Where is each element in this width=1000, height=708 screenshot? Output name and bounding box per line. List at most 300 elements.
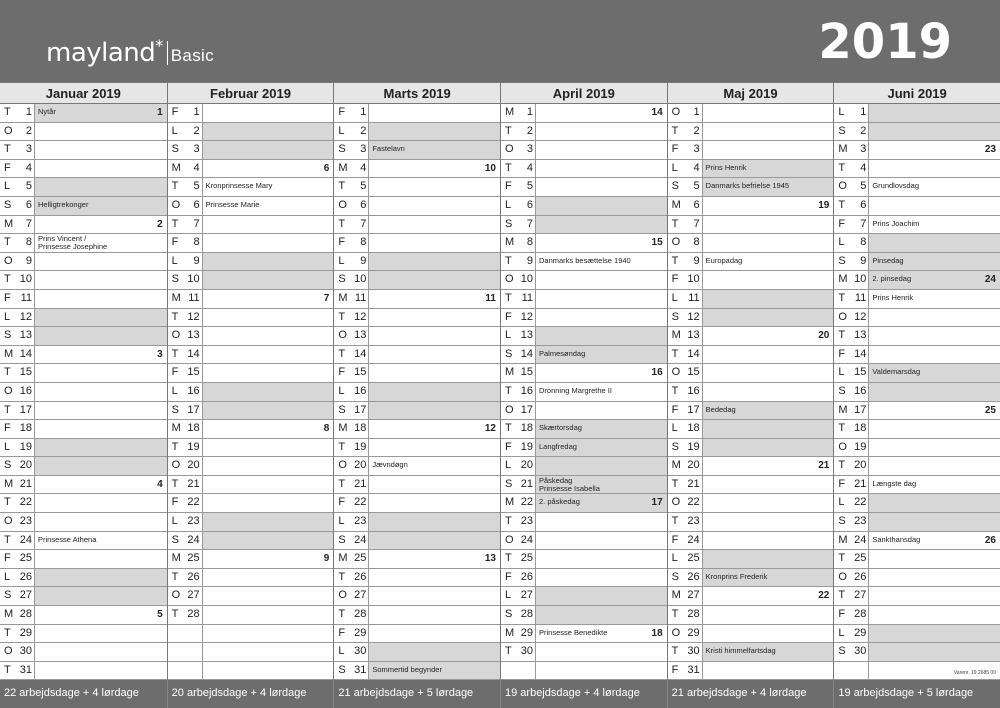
month-title: Januar 2019 [0,82,167,104]
day-note-cell [34,625,167,643]
day-number: 14 [520,347,533,360]
day-note-cell [868,494,1000,512]
weekday-letter: M [505,626,515,639]
day-number: 12 [854,310,867,323]
day-row [0,439,167,458]
day-note-cell [368,309,500,327]
weekday-letter: L [171,384,178,397]
day-number: 5 [693,180,700,193]
weekday-letter: O [338,329,347,342]
day-number: 20 [187,459,200,472]
day-row [668,643,834,662]
day-row [168,587,334,606]
day-row [501,420,667,439]
day-row [668,550,834,569]
day-note-cell [868,234,1000,252]
day-note-cell [702,271,834,289]
day-row [668,494,834,513]
month-workday-summary: 20 arbejdsdage + 4 lørdage [167,680,334,708]
day-note-cell [202,569,334,587]
month-column [500,82,667,680]
day-note-cell [702,178,834,196]
day-number: 11 [854,291,867,304]
header-bar [0,0,1000,82]
day-row [668,271,834,290]
day-note-cell [868,606,1000,624]
day-row [668,327,834,346]
event-label: Prins Henrik [705,162,747,172]
day-number: 4 [693,161,700,174]
day-number: 22 [854,496,867,509]
day-number: 6 [360,198,367,211]
weekday-letter: L [338,645,345,658]
day-number: 16 [354,384,367,397]
day-row [0,662,167,681]
day-row [501,643,667,662]
day-row [668,141,834,160]
day-row [0,643,167,662]
day-note-cell [202,141,334,159]
day-note-cell [34,141,167,159]
day-number: 3 [360,143,367,156]
week-number: 15 [651,237,663,249]
day-row [501,364,667,383]
day-row [668,178,834,197]
day-number: 25 [354,552,367,565]
day-note-cell [34,532,167,550]
day-note-cell [202,104,334,122]
day-note-cell [535,141,667,159]
weekday-letter: O [671,106,681,118]
weekday-letter: T [171,440,179,453]
weekday-letter: L [671,552,678,565]
day-row [0,457,167,476]
day-number: 21 [520,477,533,490]
day-row [834,420,1000,439]
day-note-cell [535,402,667,420]
day-row [834,160,1000,179]
day-number: 16 [854,384,867,397]
day-note-cell [34,457,167,475]
day-row [168,643,334,662]
day-note-cell [535,346,667,364]
weekday-letter: S [338,533,346,546]
day-number: 18 [187,422,200,435]
day-row [668,160,834,179]
event-label: Fastelavn [372,144,405,154]
day-number: 3 [693,143,700,156]
event-label: Palmesøndag [539,348,586,358]
day-note-cell [34,327,167,345]
day-number: 10 [354,273,367,286]
day-row [834,327,1000,346]
day-number: 14 [354,347,367,360]
day-number: 12 [19,310,32,323]
day-row [168,309,334,328]
day-number: 20 [19,459,32,472]
month-workday-summary: 21 arbejdsdage + 5 lørdage [333,680,500,708]
day-number: 30 [354,645,367,658]
day-number: 25 [854,552,867,565]
event-label: Valdemarsdag [872,367,921,377]
day-number: 17 [687,403,700,416]
day-number: 21 [19,477,32,490]
day-number: 2 [860,124,867,137]
day-note-cell [368,476,500,494]
day-note-cell [702,346,834,364]
weekday-letter: F [4,422,11,435]
day-row [334,383,500,402]
day-row [334,197,500,216]
weekday-letter: M [338,291,348,304]
day-number: 26 [520,570,533,583]
day-row [668,662,834,681]
weekday-letter: L [171,124,178,137]
day-note-cell [535,216,667,234]
weekday-letter: T [4,403,11,416]
day-row [834,550,1000,569]
weekday-letter: L [505,589,512,602]
weekday-letter: M [505,236,515,249]
day-number: 26 [19,570,32,583]
day-note-cell [535,606,667,624]
day-number: 12 [354,310,367,323]
day-number: 3 [526,143,533,156]
day-note-cell [368,123,500,141]
day-number: 12 [187,310,200,323]
day-note-cell [202,457,334,475]
weekday-letter: M [838,143,848,156]
day-note-cell [202,532,334,550]
day-row [334,346,500,365]
weekday-letter: O [671,496,681,509]
day-note-cell [202,234,334,252]
day-row [501,494,667,513]
weekday-letter: F [171,366,179,379]
day-number: 21 [354,477,367,490]
day-row [501,476,667,495]
day-note-cell [368,420,500,438]
weekday-letter: L [671,291,678,304]
weekday-letter: F [171,106,179,118]
day-note-cell [702,550,834,568]
day-number: 23 [19,515,32,528]
day-note-cell [868,123,1000,141]
weekday-letter: S [671,310,679,323]
weekday-letter: T [4,273,11,286]
day-number: 7 [25,217,32,230]
weekday-letter: S [171,403,179,416]
day-note-cell [202,513,334,531]
day-number: 5 [860,180,867,193]
day-note-cell [702,290,834,308]
day-number: 25 [687,552,700,565]
weekday-letter: T [671,124,679,137]
day-number: 29 [687,626,700,639]
day-note-cell [368,532,500,550]
day-number: 11 [354,291,367,304]
event-label: Jævndøgn [372,460,408,470]
week-number: 23 [984,144,996,156]
day-note-cell [368,160,500,178]
day-row [501,253,667,272]
weekday-letter: O [671,626,681,639]
calendar-grid [0,82,1000,680]
day-number: 5 [526,180,533,193]
weekday-letter: T [171,570,179,583]
day-note-cell [368,625,500,643]
event-label: Prinsesse Marie [205,199,260,209]
day-note-cell [202,383,334,401]
day-note-cell [202,420,334,438]
day-number: 16 [187,384,200,397]
weekday-letter: T [671,477,679,490]
day-note-cell [535,643,667,661]
weekday-letter: T [838,422,846,435]
weekday-letter: T [338,440,346,453]
day-note-cell [202,197,334,215]
week-number: 17 [651,497,663,509]
day-number: 29 [854,626,867,639]
day-note-cell [868,364,1000,382]
event-label: Bededag [705,404,736,414]
day-note-cell [368,178,500,196]
day-number: 13 [854,329,867,342]
event-label: Kronprins Frederik [705,571,768,581]
day-note-cell [202,290,334,308]
day-row [334,625,500,644]
day-note-cell [702,532,834,550]
weekday-letter: L [338,254,345,267]
weekday-letter: O [671,236,681,249]
weekday-letter: F [338,236,346,249]
weekday-letter: O [4,384,13,397]
weekday-letter: L [671,161,678,174]
day-note-cell [535,160,667,178]
day-number: 13 [19,329,32,342]
day-number: 11 [20,291,32,304]
day-row [501,532,667,551]
weekday-letter: F [671,403,679,416]
day-number: 7 [526,217,533,230]
day-note-cell [202,662,334,680]
day-row [668,383,834,402]
weekday-letter: L [505,198,512,211]
weekday-letter: T [505,384,512,397]
weekday-letter: L [171,254,178,267]
day-row [168,271,334,290]
day-note-cell [202,476,334,494]
day-note-cell [535,327,667,345]
day-note-cell [202,123,334,141]
weekday-letter: L [838,496,845,509]
event-label: Sommertid begynder [372,664,442,674]
day-number: 1 [193,106,200,118]
day-note-cell [368,383,500,401]
day-note-cell [868,197,1000,215]
day-row [168,532,334,551]
day-note-cell [368,457,500,475]
day-number: 14 [187,347,200,360]
day-note-cell [202,253,334,271]
day-note-cell [535,550,667,568]
day-row [834,513,1000,532]
day-note-cell [535,513,667,531]
day-note-cell [535,271,667,289]
weekday-letter: O [505,273,514,286]
week-number: 1 [157,107,163,118]
day-row [668,476,834,495]
day-row [334,532,500,551]
day-row [834,625,1000,644]
day-row [168,383,334,402]
weekday-letter: M [505,106,515,118]
day-number: 23 [687,515,700,528]
weekday-letter: O [505,143,514,156]
weekday-letter: O [838,440,847,453]
day-row [501,625,667,644]
weekday-letter: T [838,552,846,565]
day-row [334,569,500,588]
day-note-cell [535,476,667,494]
day-number: 20 [854,459,867,472]
month-column [833,82,1000,680]
day-number: 7 [693,217,700,230]
day-number: 8 [360,236,367,249]
day-note-cell [34,197,167,215]
day-row [834,606,1000,625]
day-row [834,569,1000,588]
day-note-cell [202,160,334,178]
day-number: 27 [520,589,533,602]
weekday-letter: O [4,515,13,528]
day-row [834,178,1000,197]
day-note-cell [34,104,167,122]
day-note-cell [868,569,1000,587]
weekday-letter: S [4,589,12,602]
day-row [334,178,500,197]
day-row [334,420,500,439]
day-row [334,662,500,681]
day-row [334,643,500,662]
weekday-letter: T [171,608,179,621]
day-row [334,550,500,569]
weekday-letter: T [338,608,346,621]
day-number: 22 [687,496,700,509]
day-note-cell [202,606,334,624]
day-number: 30 [854,645,867,658]
weekday-letter: F [338,366,346,379]
day-number: 19 [187,440,200,453]
weekday-letter: S [4,329,12,342]
day-row [834,476,1000,495]
day-note-cell [202,494,334,512]
weekday-letter: T [838,291,846,304]
day-number: 18 [854,422,867,435]
day-number: 6 [860,198,867,211]
day-row [0,216,167,235]
weekday-letter: F [4,161,11,174]
weekday-letter: T [505,422,512,435]
day-note-cell [202,587,334,605]
day-row [834,216,1000,235]
weekday-letter: M [171,422,181,435]
weekday-letter: F [171,496,179,509]
day-row [501,587,667,606]
weekday-letter: M [671,198,681,211]
weekday-letter: M [838,533,848,546]
day-note-cell [368,234,500,252]
day-number: 29 [520,626,533,639]
day-number: 15 [687,366,700,379]
day-row [668,532,834,551]
day-number: 1 [860,106,867,118]
day-row [834,290,1000,309]
weekday-letter: O [505,533,514,546]
day-note-cell [702,234,834,252]
day-note-cell [368,606,500,624]
day-row [0,606,167,625]
day-number: 13 [687,329,700,342]
day-note-cell [535,309,667,327]
day-row [668,587,834,606]
day-row [168,346,334,365]
day-row [0,271,167,290]
day-note-cell [702,104,834,122]
day-number: 7 [860,217,867,230]
weekday-letter: T [505,552,512,565]
day-note-cell [868,513,1000,531]
day-row [834,402,1000,421]
weekday-letter: F [838,608,846,621]
brand-mark: * [155,36,163,55]
day-note-cell [535,494,667,512]
weekday-letter: T [671,217,679,230]
day-note-cell [868,253,1000,271]
weekday-letter: T [338,570,346,583]
weekday-letter: T [171,310,179,323]
day-note-cell [702,141,834,159]
weekday-letter: M [4,608,14,621]
day-number: 27 [687,589,700,602]
event-label: Skærtorsdag [539,423,582,433]
day-row [0,550,167,569]
day-row [168,364,334,383]
day-row [168,662,334,681]
weekday-letter: L [338,515,345,528]
day-note-cell [535,625,667,643]
weekday-letter: M [338,422,348,435]
weekday-letter: T [505,515,512,528]
day-row [834,532,1000,551]
day-row [0,346,167,365]
day-note-cell [868,141,1000,159]
weekday-letter: T [4,496,11,509]
weekday-letter: O [838,180,847,193]
weekday-letter: L [338,384,345,397]
day-number: 8 [693,236,700,249]
day-row [168,550,334,569]
day-note-cell [368,513,500,531]
day-note-cell [868,643,1000,661]
day-number: 10 [187,273,200,286]
weekday-letter: F [671,143,679,156]
day-number: 18 [19,422,32,435]
weekday-letter: M [4,477,14,490]
weekday-letter: M [838,273,848,286]
day-number: 29 [354,626,367,639]
day-number: 10 [19,273,32,286]
